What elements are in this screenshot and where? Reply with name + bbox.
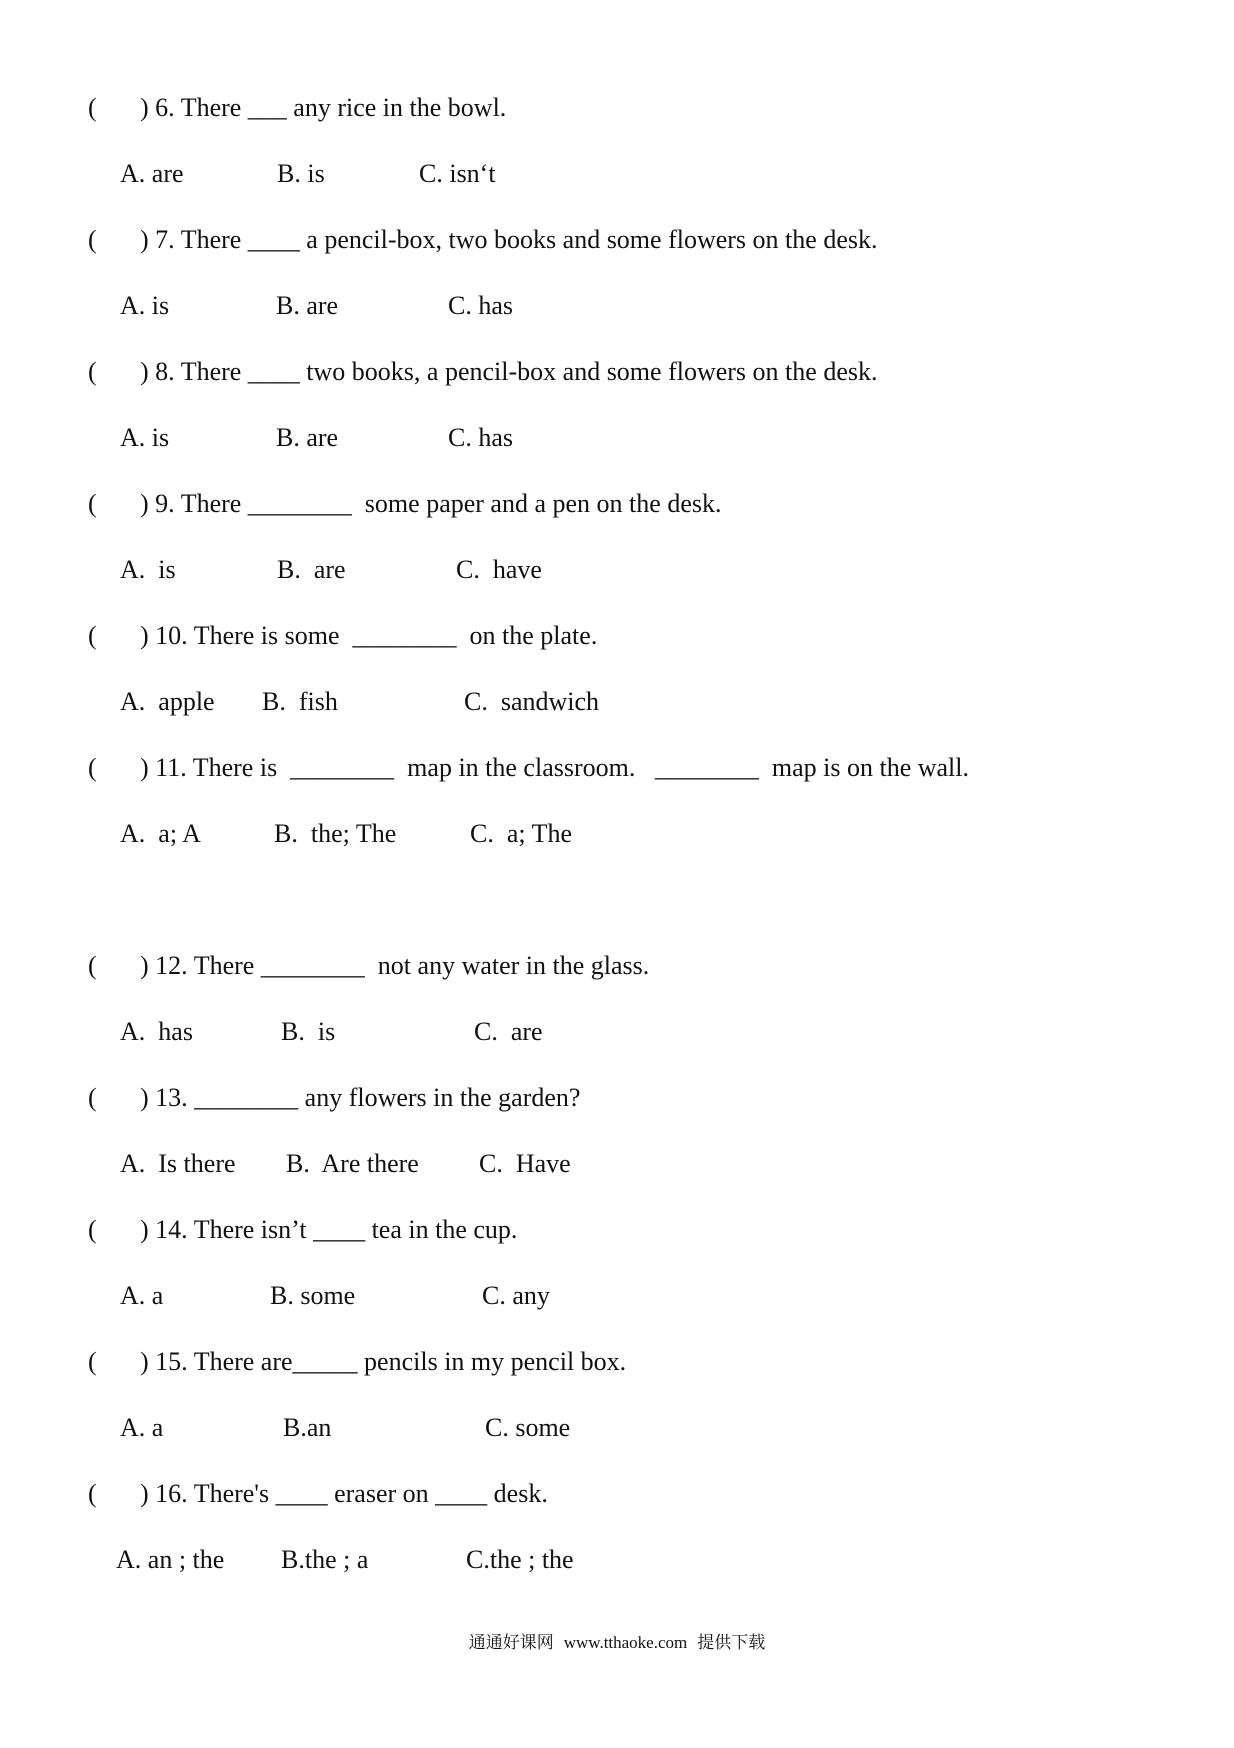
answer-paren: ( [88, 1479, 97, 1508]
option-b: B.the ; a [281, 1545, 369, 1574]
option-a: A. a [120, 1413, 164, 1442]
question-stem: ) 6. There ___ any rice in the bowl. [140, 93, 507, 122]
answer-paren: ( [88, 621, 97, 650]
answer-paren: ( [88, 225, 97, 254]
option-b: B. are [276, 423, 339, 452]
question-stem: ) 15. There are_____ pencils in my pencil box. [140, 1347, 627, 1376]
question-stem: ) 7. There ____ a pencil-box, two books and some flowers on the desk. [140, 225, 878, 254]
option-b: B. is [281, 1017, 336, 1046]
option-a: A. is [120, 555, 176, 584]
footer-site: 通通好课网 [468, 1633, 554, 1653]
question-stem: ) 13. ________ any flowers in the garden? [140, 1083, 581, 1112]
footer-suffix: 提供下载 [697, 1633, 766, 1653]
option-b: B.an [283, 1413, 332, 1442]
answer-paren: ( [88, 93, 97, 122]
answer-paren: ( [88, 489, 97, 518]
option-c: C. has [448, 423, 513, 452]
footer-url: www.tthaoke.com [563, 1633, 688, 1652]
option-b: B. the; The [274, 819, 397, 848]
answer-paren: ( [88, 753, 97, 782]
option-b: B. are [277, 555, 346, 584]
option-b: B. some [270, 1281, 356, 1310]
option-a: A. is [120, 423, 170, 452]
option-a: A. Is there [120, 1149, 236, 1178]
option-c: C.the ; the [466, 1545, 574, 1574]
question-stem: ) 9. There ________ some paper and a pen on the desk. [140, 489, 722, 518]
question-stem: ) 11. There is ________ map in the classroom. ________ map is on the wall. [140, 753, 969, 782]
question-stem: ) 8. There ____ two books, a pencil-box and some flowers on the desk. [140, 357, 878, 386]
option-c: C. some [485, 1413, 571, 1442]
option-c: C. Have [479, 1149, 571, 1178]
option-b: B. is [277, 159, 325, 188]
answer-paren: ( [88, 951, 97, 980]
question-stem: ) 16. There's ____ eraser on ____ desk. [140, 1479, 548, 1508]
answer-paren: ( [88, 1347, 97, 1376]
option-a: A. apple [120, 687, 215, 716]
option-b: B. fish [262, 687, 338, 716]
option-c: C. has [448, 291, 513, 320]
option-c: C. have [456, 555, 542, 584]
option-a: A. a; A [120, 819, 201, 848]
answer-paren: ( [88, 1215, 97, 1244]
answer-paren: ( [88, 1083, 97, 1112]
option-c: C. a; The [470, 819, 573, 848]
question-stem: ) 12. There ________ not any water in the glass. [140, 951, 650, 980]
footer [0, 1628, 1234, 1653]
option-a: A. is [120, 291, 170, 320]
option-a: A. an ; the [116, 1545, 225, 1574]
option-c: C. sandwich [464, 687, 600, 716]
option-c: C. any [482, 1281, 550, 1310]
question-stem: ) 14. There isn’t ____ tea in the cup. [140, 1215, 518, 1244]
option-a: A. are [120, 159, 184, 188]
option-b: B. Are there [286, 1149, 419, 1178]
answer-paren: ( [88, 357, 97, 386]
option-c: C. isn‘t [419, 159, 496, 188]
question-stem: ) 10. There is some ________ on the plate. [140, 621, 598, 650]
option-a: A. a [120, 1281, 164, 1310]
option-c: C. are [474, 1017, 543, 1046]
option-b: B. are [276, 291, 339, 320]
option-a: A. has [120, 1017, 193, 1046]
